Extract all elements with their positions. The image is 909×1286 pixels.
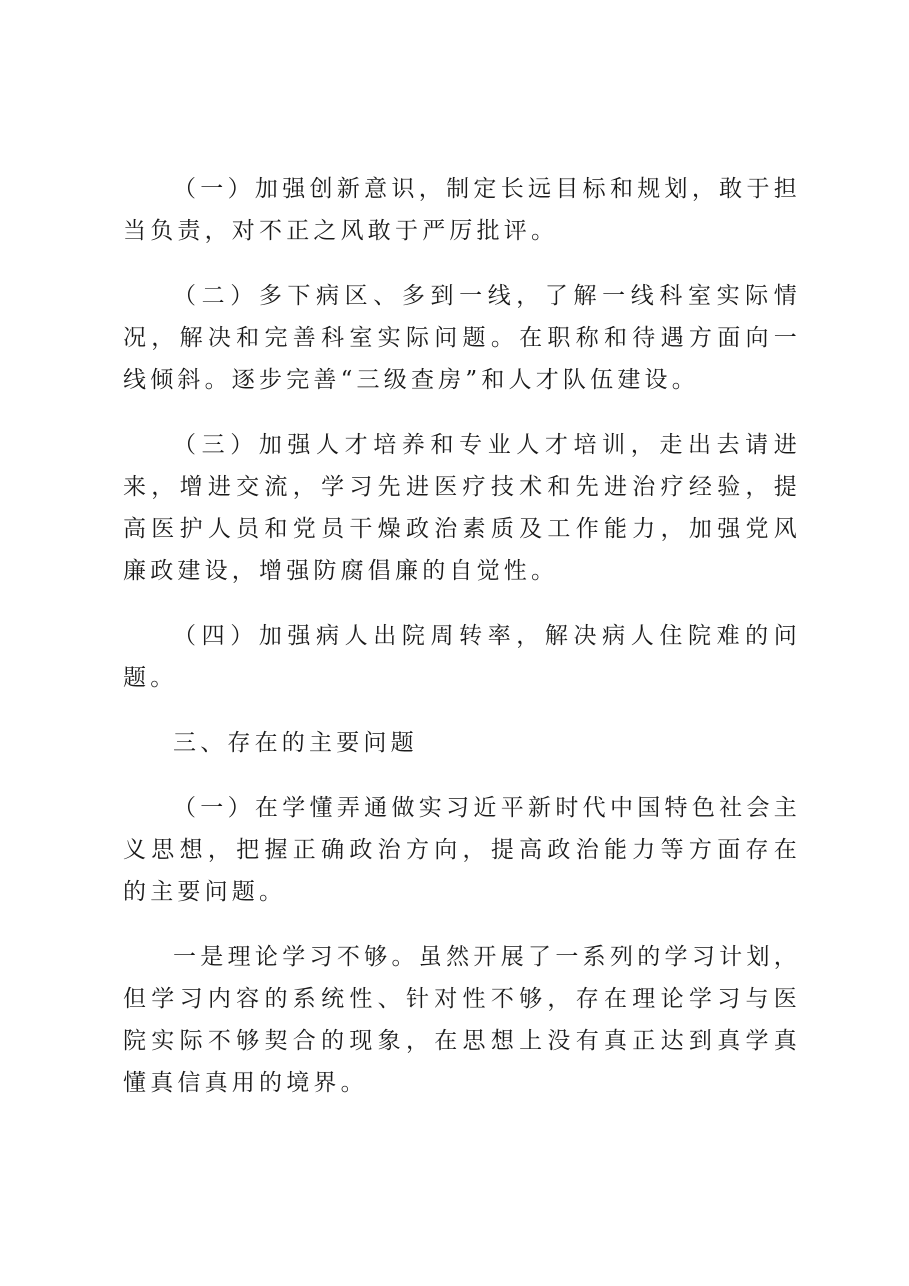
paragraph-measure-2: （二）多下病区、多到一线，了解一线科室实际情况，解决和完善科室实际问题。在职称和待遇方面向一线倾斜。逐步完善“三级查房”和人才队伍建设。 xyxy=(123,283,801,393)
paragraph-measure-3: （三）加强人才培养和专业人才培训，走出去请进来，增进交流，学习先进医疗技术和先进治疗经验，提高医护人员和党员干燥政治素质及工作能力，加强党风廉政建设，增强防腐倡廉的自觉性。 xyxy=(123,432,801,584)
section-heading-problems: 三、存在的主要问题 xyxy=(173,730,418,756)
paragraph-measure-4: （四）加强病人出院周转率，解决病人住院难的问题。 xyxy=(123,623,801,691)
paragraph-measure-1: （一）加强创新意识，制定长远目标和规划，敢于担当负责，对不正之风敢于严厉批评。 xyxy=(123,176,801,244)
paragraph-problem-1: （一）在学懂弄通做实习近平新时代中国特色社会主义思想，把握正确政治方向，提高政治能力等方面存在的主要问题。 xyxy=(123,795,801,905)
paragraph-theory-study: 一是理论学习不够。虽然开展了一系列的学习计划，但学习内容的系统性、针对性不够，存在理论学习与医院实际不够契合的现象，在思想上没有真正达到真学真懂真信真用的境界。 xyxy=(123,944,801,1096)
